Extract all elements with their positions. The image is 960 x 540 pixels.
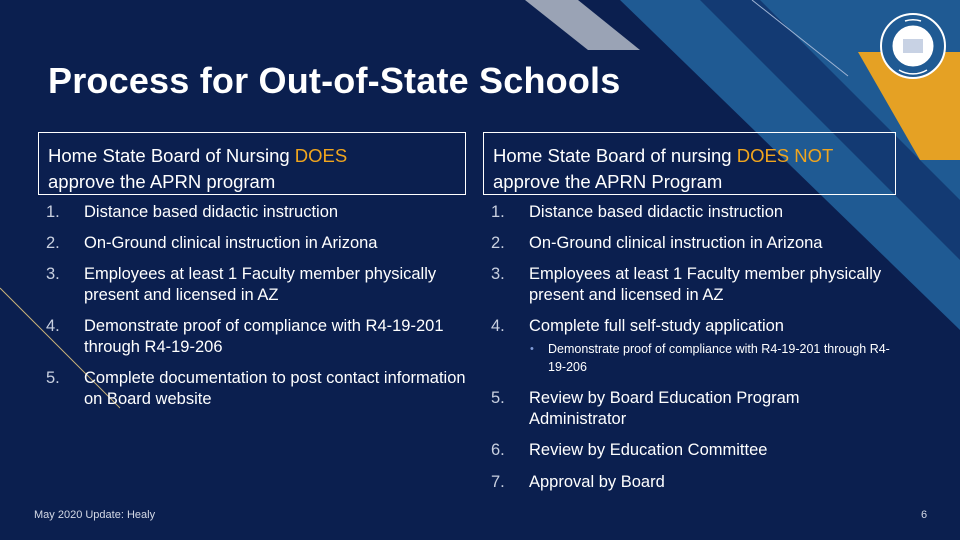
left-step-list [46,202,466,410]
list-item [46,233,466,254]
arizona-board-of-nursing-seal [879,12,947,80]
list-item-text: On-Ground clinical instruction in Arizona [84,234,378,252]
sub-bullet-item [529,340,891,376]
list-item-number: 1. [46,203,60,221]
list-item [491,233,891,254]
list-item-number: 2. [46,234,60,252]
left-header-text: Home State Board of Nursing [48,145,295,166]
list-item-number: 5. [46,369,60,387]
right-column-header [483,132,896,195]
left-header-text-line2: approve the APRN program [48,171,276,192]
list-item-number: 4. [491,317,505,335]
slide-title: Process for Out-of-State Schools [48,60,621,101]
list-item [491,388,891,430]
list-item [46,202,466,223]
list-item [491,440,891,461]
right-header-text: Home State Board of nursing [493,145,737,166]
list-item-text: Employees at least 1 Faculty member physically present and licensed in AZ [84,265,437,304]
list-item-number: 5. [491,389,505,407]
list-item-text: Review by Education Committee [529,441,768,459]
list-item-text: Distance based didactic instruction [529,203,784,221]
right-header-accent: DOES NOT [736,145,834,166]
list-item-number: 3. [491,265,505,283]
left-header-accent: DOES [294,145,348,166]
list-item [491,316,891,337]
bullet-dot-icon: • [530,343,534,355]
list-item-text: On-Ground clinical instruction in Arizona [529,234,823,252]
list-item-number: 3. [46,265,60,283]
right-step-list [491,202,891,493]
list-item-text: Demonstrate proof of compliance with R4-19-201 through R4-19-206 [84,317,444,356]
page-number: 6 [921,509,928,521]
footer-note: May 2020 Update: Healy [34,509,156,521]
right-header-text-end: approve the APRN Program [493,171,723,192]
list-item-text: Complete full self-study application [529,317,784,335]
list-item [46,264,466,306]
list-item-text: Employees at least 1 Faculty member physically present and licensed in AZ [529,265,882,304]
list-item [46,368,466,410]
list-item [46,316,466,358]
list-item-number: 1. [491,203,505,221]
list-item [491,472,891,493]
list-item [491,264,891,306]
sub-bullet-text: Demonstrate proof of compliance with R4-19-201 through R4-19-206 [548,342,890,374]
list-item-text: Approval by Board [529,473,665,491]
list-item-number: 7. [491,473,505,491]
list-item [491,202,891,223]
list-item-text: Complete documentation to post contact information on Board website [84,369,466,408]
gray-stripe [525,0,640,50]
left-column-header [38,132,466,195]
list-item-number: 2. [491,234,505,252]
list-item-number: 4. [46,317,60,335]
list-item-number: 6. [491,441,505,459]
list-item-text: Distance based didactic instruction [84,203,339,221]
list-item-text: Review by Board Education Program Administrator [529,389,800,428]
